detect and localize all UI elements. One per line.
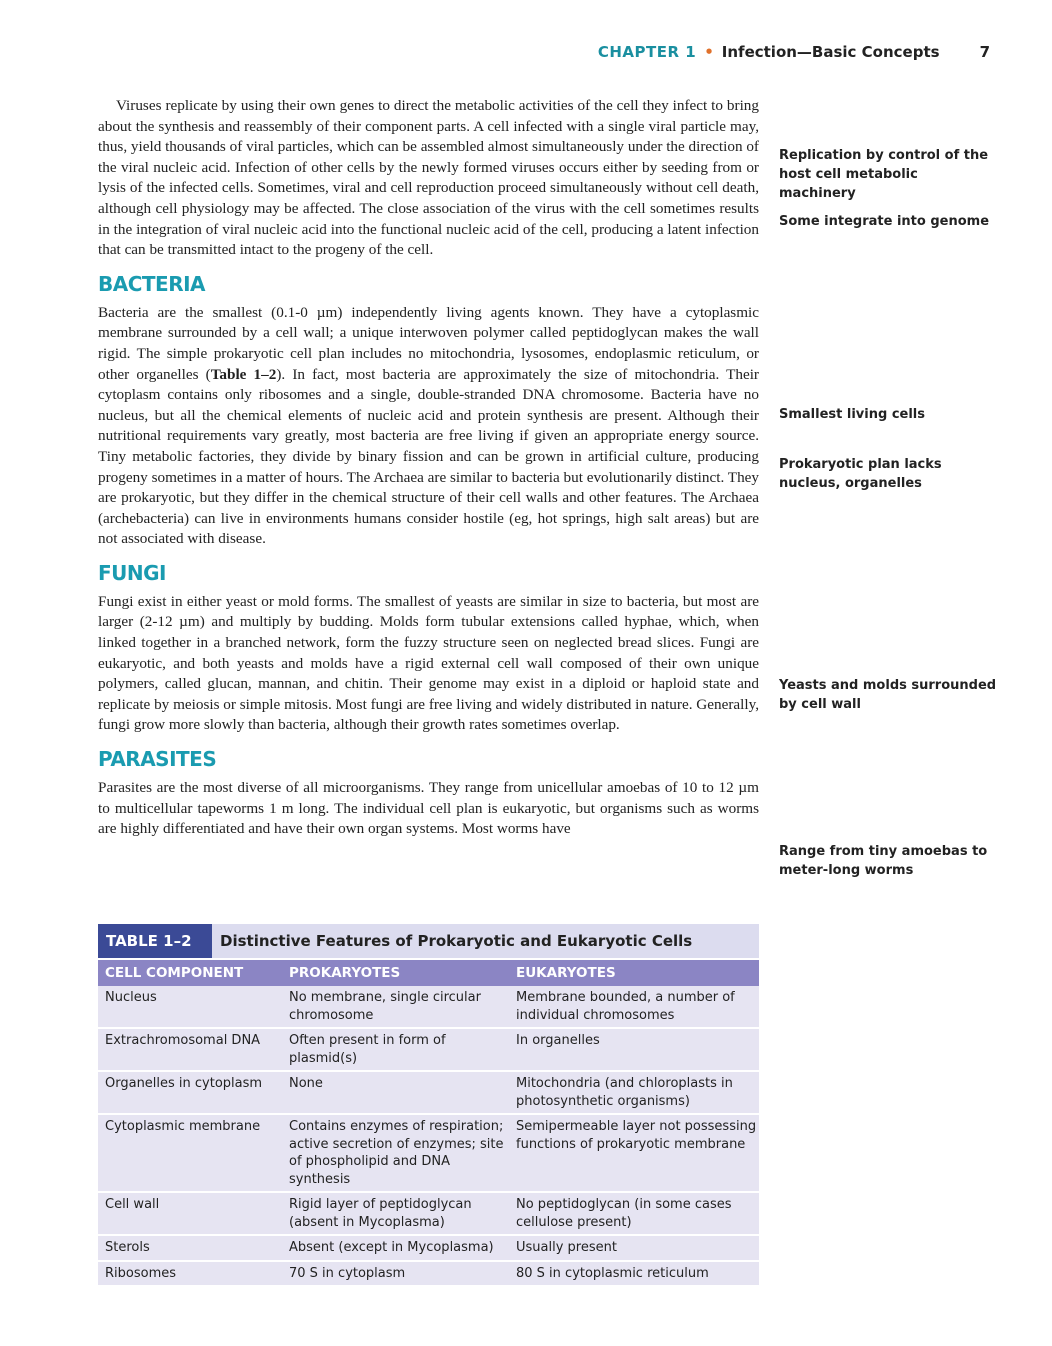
column-header-eukaryotes: EUKARYOTES <box>516 965 616 981</box>
cell-prokaryotes: Rigid layer of peptidoglycan (absent in Mycoplasma) <box>289 1197 472 1230</box>
table-row <box>98 1115 759 1193</box>
table-row <box>98 1193 759 1236</box>
page-number: 7 <box>979 43 990 61</box>
margin-note-yeasts: Yeasts and molds surrounded by cell wall <box>779 678 997 712</box>
cell-component: Extrachromosomal DNA <box>105 1033 261 1048</box>
table-caption <box>98 924 759 958</box>
running-head <box>598 43 990 61</box>
cell-component: Organelles in cytoplasm <box>105 1076 263 1091</box>
section-heading-bacteria: BACTERIA <box>98 271 206 296</box>
table-header-row <box>98 960 759 986</box>
bullet-separator: • <box>704 43 714 61</box>
bacteria-text-part2: ). In fact, most bacteria are approximately the size of mitochondria. Their cytoplasm contains only ribosomes and a single, double-stranded DNA chromosome. Bacteria have no nucleus, but all the chemical elements of nucleic acid and protein synthesis are present. Although their nutritional requirements vary greatly, most bacteria are free living if given an appropriate energy source. Tiny metabolic factories, they divide by binary fission and can be grown in artificial culture, producing progeny sometimes in a matter of hours. The Archaea are similar to bacteria but evolutionarily distinct. They are prokaryotic, but they differ in the chemical structure of their cell walls and other features. The Archaea (archebacteria) can live in environments humans consider hostile (eg, hot springs, high salt areas) but are not associated with disease. <box>98 365 759 548</box>
cell-eukaryotes: Usually present <box>516 1240 617 1255</box>
table-row <box>98 1029 759 1072</box>
table-title: Distinctive Features of Prokaryotic and Eukaryotic Cells <box>220 932 693 950</box>
section-heading-fungi: FUNGI <box>98 560 166 585</box>
cell-prokaryotes: Absent (except in Mycoplasma) <box>289 1240 494 1255</box>
bacteria-paragraph <box>98 303 759 550</box>
cell-component: Sterols <box>105 1240 150 1255</box>
cell-eukaryotes: Mitochondria (and chloroplasts in photosynthetic organisms) <box>516 1076 733 1109</box>
cell-eukaryotes: No peptidoglycan (in some cases cellulose present) <box>516 1197 732 1230</box>
table-row <box>98 1072 759 1115</box>
cell-eukaryotes: 80 S in cytoplasmic reticulum <box>516 1265 709 1281</box>
table-number: TABLE 1–2 <box>98 924 212 958</box>
cell-component: Cytoplasmic membrane <box>105 1119 261 1134</box>
cell-prokaryotes: 70 S in cytoplasm <box>289 1265 406 1281</box>
cell-eukaryotes: In organelles <box>516 1033 600 1048</box>
margin-note-smallest: Smallest living cells <box>779 407 925 422</box>
cell-prokaryotes: Often present in form of plasmid(s) <box>289 1033 446 1066</box>
cell-eukaryotes: Membrane bounded, a number of individual chromosomes <box>516 990 735 1023</box>
table-row <box>98 1236 759 1262</box>
column-header-component: CELL COMPONENT <box>105 965 244 981</box>
bacteria-text-part1: Bacteria are the smallest (0.1-0 µm) independently living agents known. They have a cytoplasmic membrane surrounded by a cell wall; a unique interwoven polymer called peptidoglycan makes the wall rigid. The simple prokaryotic cell plan includes no mitochondria, lysosomes, endoplasmic reticulum, or other organelles ( <box>98 303 759 383</box>
table-row <box>98 986 759 1029</box>
table-row <box>98 1262 759 1288</box>
margin-note-integrate: Some integrate into genome <box>779 214 990 229</box>
table-features <box>98 924 759 1287</box>
cell-component: Cell wall <box>105 1197 160 1212</box>
margin-note-replication: Replication by control of the host cell metabolic machinery <box>779 148 989 201</box>
cell-component: Ribosomes <box>105 1265 177 1281</box>
chapter-label: CHAPTER 1 <box>597 43 697 61</box>
intro-paragraph: Viruses replicate by using their own genes to direct the metabolic activities of the cell they infect to bring about the synthesis and reassembly of their component parts. A cell infected with a single viral particle may, thus, yield thousands of viral particles, which can be assembled almost simultaneously under the direction of the viral nucleic acid. Infection of other cells by the newly formed viruses occurs either by seeding from or lysis of the infected cells. Sometimes, viral and cell reproduction proceed simultaneously without cell death, although cell physiology may be affected. The close association of the virus with the cell sometimes results in the integration of viral nucleic acid into the functional nucleic acid of the cell, producing a latent infection that can be transmitted intact to the progeny of the cell. <box>98 97 759 259</box>
column-header-prokaryotes: PROKARYOTES <box>289 965 401 981</box>
fungi-paragraph: Fungi exist in either yeast or mold forms. The smallest of yeasts are similar in size to bacteria, but most are larger (2-12 µm) and multiply by budding. Molds form tubular extensions called hyphae, which, when linked together in a branched network, form the fuzzy structure seen on neglected bread slices. Fungi are eukaryotic, and both yeasts and molds have a rigid external cell wall composed of their own unique polymers, called glucan, mannan, and chitin. Their genome may exist in a diploid or haploid state and replicate by meiosis or simple mitosis. Most fungi are free living and widely distributed in nature. Generally, fungi grow more slowly than bacteria, although their growth rates sometimes overlap. <box>98 592 759 734</box>
cell-component: Nucleus <box>105 990 157 1005</box>
chapter-title: Infection—Basic Concepts <box>721 43 940 61</box>
margin-note-range: Range from tiny amoebas to meter-long worms <box>779 844 988 878</box>
cell-prokaryotes: Contains enzymes of respiration; active secretion of enzymes; site of phospholipid and DNA synthesis <box>289 1119 504 1187</box>
parasites-paragraph: Parasites are the most diverse of all microorganisms. They range from unicellular amoebas of 10 to 12 µm to multicellular tapeworms 1 m long. The individual cell plan is eukaryotic, but organisms such as worms are highly differentiated and have their own organ systems. Most worms have <box>98 779 759 838</box>
section-heading-parasites: PARASITES <box>98 747 217 772</box>
table-reference: Table 1–2 <box>210 365 277 383</box>
cell-prokaryotes: No membrane, single circular chromosome <box>289 990 481 1023</box>
margin-note-prokaryotic: Prokaryotic plan lacks nucleus, organelles <box>779 457 942 491</box>
cell-prokaryotes: None <box>289 1076 323 1091</box>
main-text-column <box>98 96 759 840</box>
cell-eukaryotes: Semipermeable layer not possessing functions of prokaryotic membrane <box>516 1119 757 1152</box>
